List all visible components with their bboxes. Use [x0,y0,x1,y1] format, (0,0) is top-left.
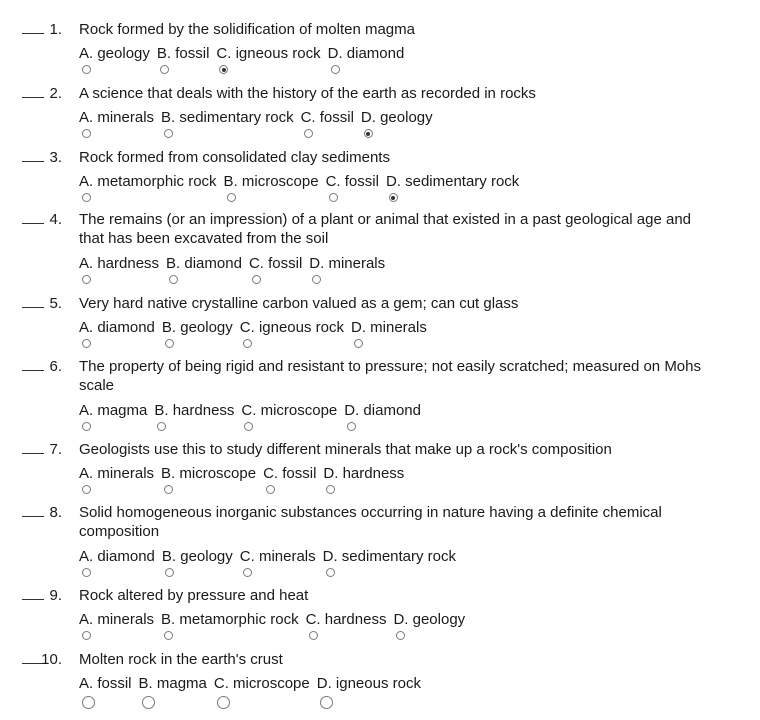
option[interactable] [161,108,294,128]
option[interactable] [214,674,310,694]
radio-button[interactable] [227,193,236,202]
question-number: 4. [49,211,62,228]
radio-button[interactable] [82,568,91,577]
option[interactable] [79,254,159,274]
question-number: 9. [49,587,62,604]
radio-button[interactable] [326,568,335,577]
option[interactable] [162,318,233,338]
option-label: A. diamond [79,319,155,336]
options-row [79,318,434,338]
options-row [79,610,472,630]
option-label: C. minerals [239,548,316,565]
option[interactable] [79,464,154,484]
option-label: B. microscope [161,465,257,482]
option-label: A. minerals [79,109,155,126]
option[interactable] [393,610,465,630]
options-row [79,254,392,274]
option-label: A. fossil [79,675,132,692]
option[interactable] [386,172,519,192]
option[interactable] [301,108,354,128]
radio-button[interactable] [217,696,230,709]
option[interactable] [309,254,385,274]
radio-button[interactable] [243,568,252,577]
option[interactable] [317,674,421,694]
question-number: 2. [49,85,62,102]
radio-button[interactable] [304,129,313,138]
options-row [79,44,411,64]
radio-button[interactable] [142,696,155,709]
radio-button[interactable] [82,631,91,640]
option-label: D. diamond [327,45,405,62]
answer-blank [22,97,44,98]
option[interactable] [139,674,207,694]
option-label: D. sedimentary rock [385,173,520,190]
option[interactable] [263,464,316,484]
option-label: A. minerals [79,465,155,482]
options-row [79,674,428,694]
question-text: Solid homogeneous inorganic substances occurring in nature having a definite chemical composition [79,504,662,540]
answer-blank [22,307,44,308]
radio-button[interactable] [160,65,169,74]
option[interactable] [161,610,299,630]
option-label: D. diamond [344,402,421,419]
options-row [79,464,411,484]
answer-blank [22,599,44,600]
radio-button[interactable] [82,129,91,138]
option-label: B. geology [161,548,233,565]
option-label: B. fossil [156,45,210,62]
option[interactable] [79,674,132,694]
option-label: C. fossil [248,255,303,272]
answer-blank [22,453,44,454]
option[interactable] [79,108,154,128]
question-text: Geologists use this to study different minerals that make up a rock's composition [79,441,612,458]
radio-button[interactable] [396,631,405,640]
answer-blank [22,516,44,517]
answer-blank [22,33,44,34]
option-label: B. microscope [223,173,319,190]
option[interactable] [326,172,379,192]
option-label: A. hardness [79,255,160,272]
option-label: C. fossil [300,109,354,126]
radio-button-selected[interactable] [389,193,398,202]
question-number: 8. [49,504,62,521]
option[interactable] [224,172,319,192]
question-number: 5. [49,295,62,312]
radio-button[interactable] [164,129,173,138]
radio-button[interactable] [82,696,95,709]
option[interactable] [79,44,150,64]
options-row [79,401,428,421]
option-label: A. magma [79,402,148,419]
option-label: C. igneous rock [239,319,344,336]
radio-button[interactable] [326,485,335,494]
question-text: The remains (or an impression) of a plant or animal that existed in a past geological age and that has been excavated from the soil [79,211,692,247]
radio-button-selected[interactable] [219,65,228,74]
option[interactable] [157,44,210,64]
option[interactable] [241,401,337,421]
option-label: B. sedimentary rock [161,109,294,126]
question-text: A science that deals with the history of the earth as recorded in rocks [79,85,536,102]
option-label: D. minerals [351,319,427,336]
radio-button[interactable] [243,339,252,348]
option-label: D. minerals [309,255,386,272]
option[interactable] [249,254,302,274]
option-label: C. microscope [213,675,310,692]
option[interactable] [240,318,344,338]
radio-button[interactable] [82,65,91,74]
option[interactable] [79,547,155,567]
option-label: C. fossil [325,173,379,190]
option[interactable] [306,610,387,630]
question-text: The property of being rigid and resistant to pressure; not easily scratched; measured on Mohs scale [79,358,701,394]
option[interactable] [162,547,233,567]
option[interactable] [323,464,404,484]
question-number: 6. [49,358,62,375]
radio-button[interactable] [354,339,363,348]
radio-button[interactable] [320,696,333,709]
option-label: D. geology [360,109,433,126]
option-label: B. hardness [154,402,235,419]
question-text: Rock altered by pressure and heat [79,587,309,604]
radio-button[interactable] [164,485,173,494]
radio-button[interactable] [244,422,253,431]
radio-button[interactable] [157,422,166,431]
option[interactable] [166,254,242,274]
options-row [79,172,526,192]
question-text: Very hard native crystalline carbon valued as a gem; can cut glass [79,295,519,312]
radio-button[interactable] [252,275,261,284]
radio-button[interactable] [312,275,321,284]
question-text: Rock formed from consolidated clay sediments [79,149,390,166]
option[interactable] [161,464,256,484]
option[interactable] [79,401,147,421]
option[interactable] [351,318,427,338]
radio-button[interactable] [82,422,91,431]
question-text: Molten rock in the earth's crust [79,651,283,668]
options-row [79,108,440,128]
option[interactable] [79,610,154,630]
radio-button[interactable] [165,339,174,348]
option-label: C. igneous rock [216,45,321,62]
answer-blank [22,370,44,371]
option-label: A. metamorphic rock [79,173,217,190]
question-number: 1. [49,21,62,38]
option[interactable] [79,172,217,192]
radio-button[interactable] [82,193,91,202]
question-number: 10. [41,651,62,668]
radio-button[interactable] [82,275,91,284]
radio-button[interactable] [331,65,340,74]
question-number: 7. [49,441,62,458]
radio-button[interactable] [164,631,173,640]
option-label: A. minerals [79,611,155,628]
option-label: B. magma [138,675,207,692]
answer-blank [22,161,44,162]
option[interactable] [361,108,433,128]
option-label: B. diamond [166,255,242,272]
option[interactable] [216,44,320,64]
option-label: A. diamond [79,548,155,565]
option-label: D. igneous rock [316,675,421,692]
option-label: C. microscope [241,402,338,419]
option-label: B. geology [161,319,233,336]
radio-button[interactable] [165,568,174,577]
option[interactable] [344,401,421,421]
question-text: Rock formed by the solidification of molten magma [79,21,415,38]
option-label: D. hardness [323,465,405,482]
option[interactable] [240,547,316,567]
option-label: C. fossil [263,465,317,482]
option[interactable] [154,401,234,421]
radio-button[interactable] [169,275,178,284]
question-number: 3. [49,149,62,166]
option-label: D. geology [393,611,466,628]
radio-button[interactable] [82,339,91,348]
radio-button[interactable] [82,485,91,494]
radio-button-selected[interactable] [364,129,373,138]
option[interactable] [328,44,405,64]
options-row [79,547,463,567]
option-label: A. geology [79,45,150,62]
radio-button[interactable] [266,485,275,494]
option[interactable] [79,318,155,338]
radio-button[interactable] [329,193,338,202]
radio-button[interactable] [347,422,356,431]
option-label: C. hardness [305,611,387,628]
option-label: B. metamorphic rock [161,611,299,628]
option-label: D. sedimentary rock [322,548,457,565]
answer-blank [22,223,44,224]
radio-button[interactable] [309,631,318,640]
option[interactable] [323,547,456,567]
